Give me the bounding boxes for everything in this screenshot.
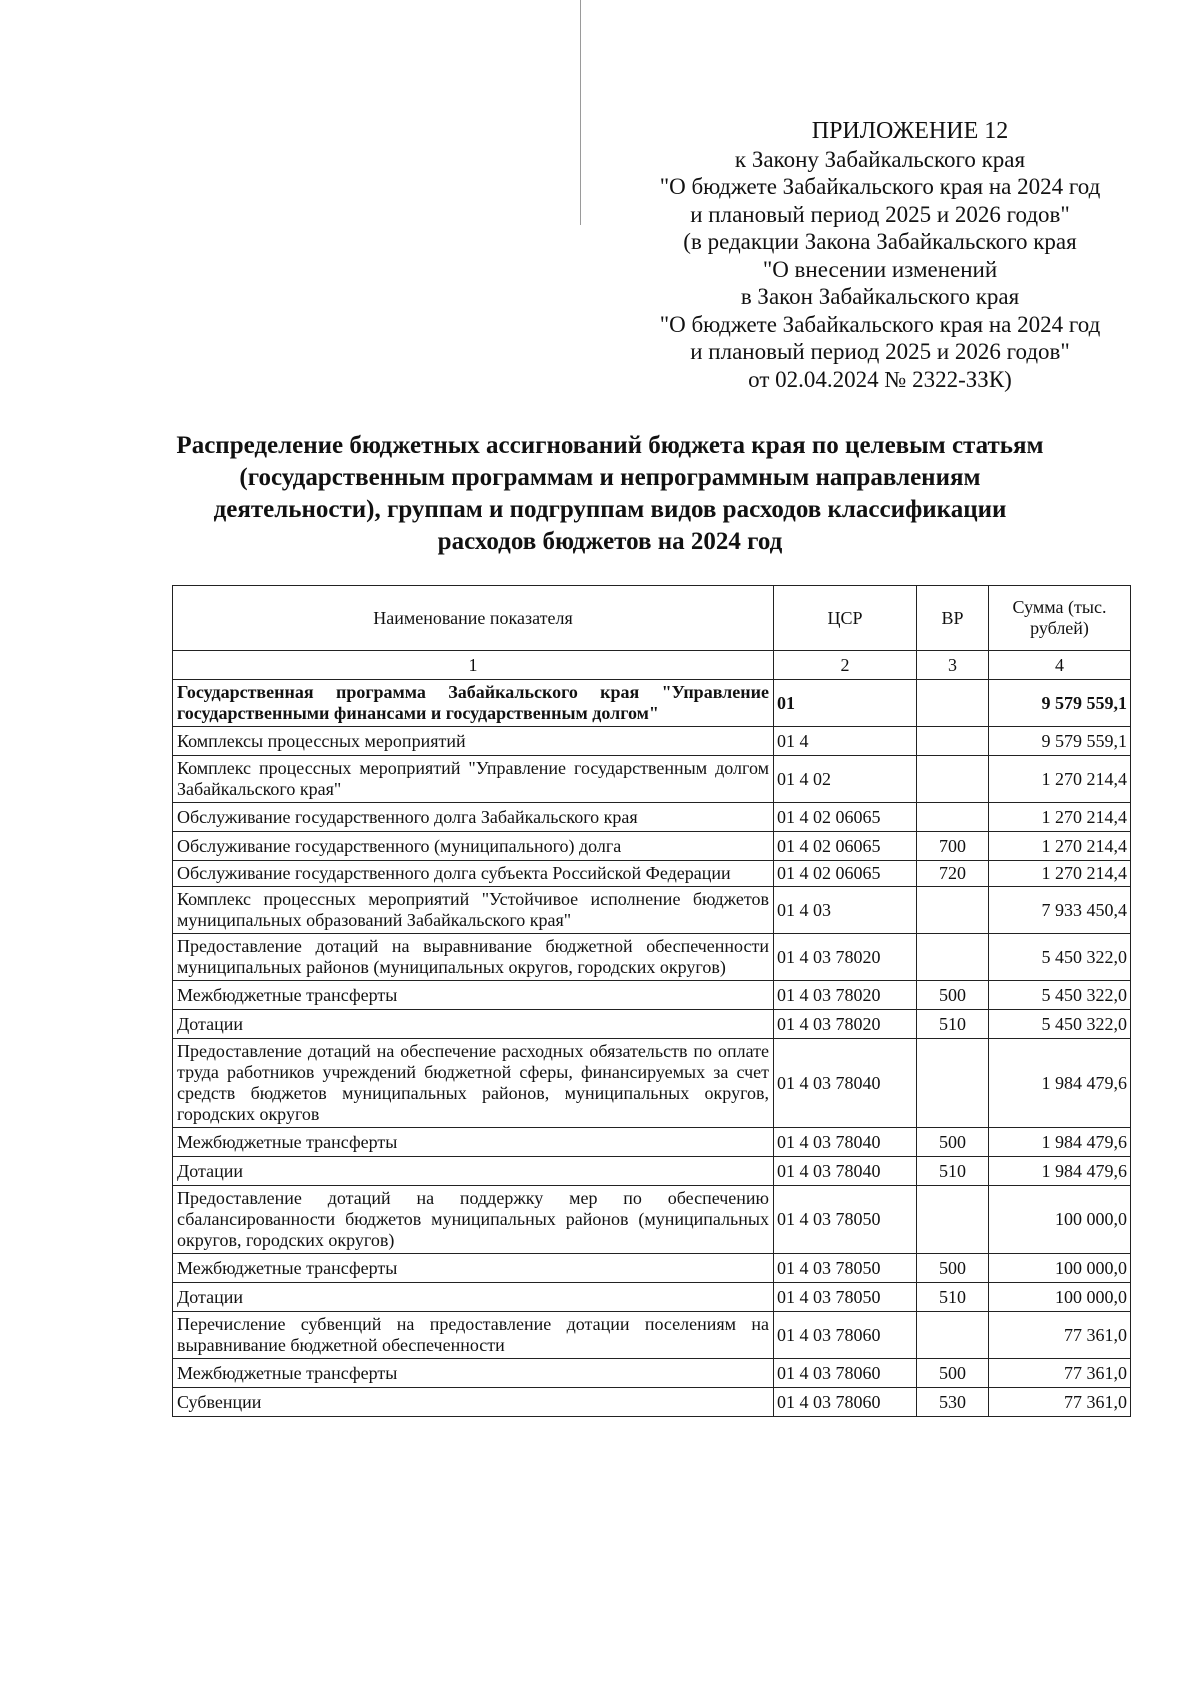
row-sum-cell: 77 361,0 xyxy=(989,1388,1131,1417)
row-vr-cell: 530 xyxy=(917,1388,989,1417)
header-sum: Сумма (тыс. рублей) xyxy=(989,586,1131,651)
table-row xyxy=(173,832,1131,861)
row-name-cell: Межбюджетные трансферты xyxy=(173,1128,774,1157)
row-vr-cell xyxy=(917,1312,989,1359)
row-sum-cell: 100 000,0 xyxy=(989,1254,1131,1283)
table-row xyxy=(173,1186,1131,1254)
row-sum-cell: 1 984 479,6 xyxy=(989,1128,1131,1157)
row-vr-cell: 510 xyxy=(917,1283,989,1312)
row-vr-cell xyxy=(917,803,989,832)
row-vr-cell xyxy=(917,934,989,981)
row-name-cell: Межбюджетные трансферты xyxy=(173,981,774,1010)
row-vr-cell xyxy=(917,680,989,727)
row-sum-cell: 7 933 450,4 xyxy=(989,887,1131,934)
row-name-cell: Предоставление дотаций на выравнивание бюджетной обеспеченности муниципальных районов (муниципальных округов, городских округов) xyxy=(173,934,774,981)
row-name-cell: Предоставление дотаций на поддержку мер по обеспечению сбалансированности бюджетов муниципальных районов (муниципальных округов, городских округов) xyxy=(173,1186,774,1254)
row-name-cell: Обслуживание государственного долга субъекта Российской Федерации xyxy=(173,861,774,887)
row-name-cell: Дотации xyxy=(173,1157,774,1186)
row-name-cell: Обслуживание государственного (муниципального) долга xyxy=(173,832,774,861)
appendix-header-line: в Закон Забайкальского края xyxy=(740,284,1020,309)
row-sum-cell: 1 270 214,4 xyxy=(989,803,1131,832)
document-title-line: Распределение бюджетных ассигнований бюджета края по целевым статьям xyxy=(176,432,1044,459)
appendix-header-line: "О внесении изменений xyxy=(762,256,998,282)
appendix-header-line: и плановый период 2025 и 2026 годов" xyxy=(690,201,1070,227)
row-csr-cell: 01 4 03 78020 xyxy=(774,1010,917,1039)
row-name-cell: Межбюджетные трансферты xyxy=(173,1359,774,1388)
row-csr-cell: 01 4 03 78060 xyxy=(774,1388,917,1417)
row-sum-cell: 5 450 322,0 xyxy=(989,981,1131,1010)
document-title xyxy=(120,430,1100,558)
table-row xyxy=(173,1312,1131,1359)
row-name-cell: Межбюджетные трансферты xyxy=(173,1254,774,1283)
row-vr-cell xyxy=(917,887,989,934)
table-row xyxy=(173,1128,1131,1157)
column-number-row xyxy=(173,651,1131,680)
row-vr-cell xyxy=(917,1186,989,1254)
table-body xyxy=(173,680,1131,1417)
row-name-cell: Предоставление дотаций на обеспечение расходных обязательств по оплате труда работников учреждений бюджетной сферы, финансируемых за счет средств бюджетов муниципальных районов, муниципальных округов, городских округов xyxy=(173,1039,774,1128)
row-csr-cell: 01 4 03 78060 xyxy=(774,1312,917,1359)
appendix-header-line: от 02.04.2024 № 2322-ЗЗК) xyxy=(748,366,1012,392)
row-name-cell: Субвенции xyxy=(173,1388,774,1417)
row-sum-cell: 77 361,0 xyxy=(989,1312,1131,1359)
row-sum-cell: 9 579 559,1 xyxy=(989,727,1131,756)
table-header-row xyxy=(173,586,1131,651)
row-csr-cell: 01 4 02 xyxy=(774,756,917,803)
header-name: Наименование показателя xyxy=(173,586,774,651)
document-title-line: деятельности), группам и подгруппам видов расходов классификации xyxy=(213,496,1007,523)
appendix-number: ПРИЛОЖЕНИЕ 12 xyxy=(811,118,1009,144)
table-row xyxy=(173,680,1131,727)
column-number: 3 xyxy=(917,651,989,680)
row-csr-cell: 01 4 03 78060 xyxy=(774,1359,917,1388)
table-row xyxy=(173,887,1131,934)
row-csr-cell: 01 4 03 78040 xyxy=(774,1128,917,1157)
row-csr-cell: 01 4 02 06065 xyxy=(774,803,917,832)
table-row xyxy=(173,1359,1131,1388)
row-vr-cell: 720 xyxy=(917,861,989,887)
appendix-header-line: и плановый период 2025 и 2026 годов" xyxy=(690,339,1070,364)
table-row xyxy=(173,756,1131,803)
row-vr-cell: 500 xyxy=(917,1254,989,1283)
budget-allocation-table xyxy=(172,585,1131,1417)
row-name-cell: Перечисление субвенций на предоставление дотации поселениям на выравнивание бюджетной обеспеченности xyxy=(173,1312,774,1359)
row-csr-cell: 01 4 03 78040 xyxy=(774,1039,917,1128)
appendix-header-line: к Закону Забайкальского края xyxy=(734,146,1026,172)
row-sum-cell: 5 450 322,0 xyxy=(989,934,1131,981)
table-row xyxy=(173,1010,1131,1039)
table-row xyxy=(173,1157,1131,1186)
row-sum-cell: 9 579 559,1 xyxy=(989,680,1131,727)
row-name-cell: Комплексы процессных мероприятий xyxy=(173,727,774,756)
table-row xyxy=(173,934,1131,981)
row-sum-cell: 100 000,0 xyxy=(989,1186,1131,1254)
table-row xyxy=(173,981,1131,1010)
row-sum-cell: 77 361,0 xyxy=(989,1359,1131,1388)
row-sum-cell: 1 270 214,4 xyxy=(989,832,1131,861)
row-name-cell: Дотации xyxy=(173,1010,774,1039)
row-csr-cell: 01 4 03 78020 xyxy=(774,981,917,1010)
row-csr-cell: 01 xyxy=(774,680,917,727)
appendix-header-line: "О бюджете Забайкальского края на 2024 год xyxy=(659,174,1101,199)
row-vr-cell xyxy=(917,756,989,803)
row-name-cell: Дотации xyxy=(173,1283,774,1312)
scan-artifact-line xyxy=(580,0,581,225)
table-row xyxy=(173,1283,1131,1312)
row-sum-cell: 100 000,0 xyxy=(989,1283,1131,1312)
row-csr-cell: 01 4 02 06065 xyxy=(774,861,917,887)
header-vr: ВР xyxy=(917,586,989,651)
row-sum-cell: 5 450 322,0 xyxy=(989,1010,1131,1039)
row-vr-cell: 510 xyxy=(917,1010,989,1039)
column-number: 4 xyxy=(989,651,1131,680)
row-csr-cell: 01 4 03 78020 xyxy=(774,934,917,981)
row-vr-cell: 700 xyxy=(917,832,989,861)
document-title-line: расходов бюджетов на 2024 год xyxy=(437,528,783,555)
row-vr-cell: 500 xyxy=(917,1359,989,1388)
appendix-header-line: "О бюджете Забайкальского края на 2024 год xyxy=(659,311,1101,337)
table-row xyxy=(173,1388,1131,1417)
document-title-line: (государственным программам и непрограммным направлениям xyxy=(239,464,981,491)
row-csr-cell: 01 4 02 06065 xyxy=(774,832,917,861)
column-number: 1 xyxy=(173,651,774,680)
row-csr-cell: 01 4 03 xyxy=(774,887,917,934)
row-name-cell: Комплекс процессных мероприятий "Управление государственным долгом Забайкальского края" xyxy=(173,756,774,803)
table-row xyxy=(173,803,1131,832)
appendix-header xyxy=(600,118,1160,393)
row-csr-cell: 01 4 03 78050 xyxy=(774,1254,917,1283)
appendix-header-line: (в редакции Закона Забайкальского края xyxy=(683,229,1077,254)
row-name-cell: Комплекс процессных мероприятий "Устойчивое исполнение бюджетов муниципальных образований Забайкальского края" xyxy=(173,887,774,934)
row-vr-cell: 510 xyxy=(917,1157,989,1186)
header-csr: ЦСР xyxy=(774,586,917,651)
row-name-cell: Государственная программа Забайкальского края "Управление государственными финансами и государственным долгом" xyxy=(173,680,774,727)
row-vr-cell xyxy=(917,1039,989,1128)
table-row xyxy=(173,727,1131,756)
column-number: 2 xyxy=(774,651,917,680)
row-csr-cell: 01 4 03 78050 xyxy=(774,1283,917,1312)
row-vr-cell: 500 xyxy=(917,1128,989,1157)
row-name-cell: Обслуживание государственного долга Забайкальского края xyxy=(173,803,774,832)
row-sum-cell: 1 984 479,6 xyxy=(989,1157,1131,1186)
row-sum-cell: 1 984 479,6 xyxy=(989,1039,1131,1128)
table-row xyxy=(173,861,1131,887)
row-csr-cell: 01 4 03 78050 xyxy=(774,1186,917,1254)
row-csr-cell: 01 4 03 78040 xyxy=(774,1157,917,1186)
row-vr-cell xyxy=(917,727,989,756)
table-row xyxy=(173,1039,1131,1128)
table-row xyxy=(173,1254,1131,1283)
row-csr-cell: 01 4 xyxy=(774,727,917,756)
row-sum-cell: 1 270 214,4 xyxy=(989,861,1131,887)
row-sum-cell: 1 270 214,4 xyxy=(989,756,1131,803)
row-vr-cell: 500 xyxy=(917,981,989,1010)
